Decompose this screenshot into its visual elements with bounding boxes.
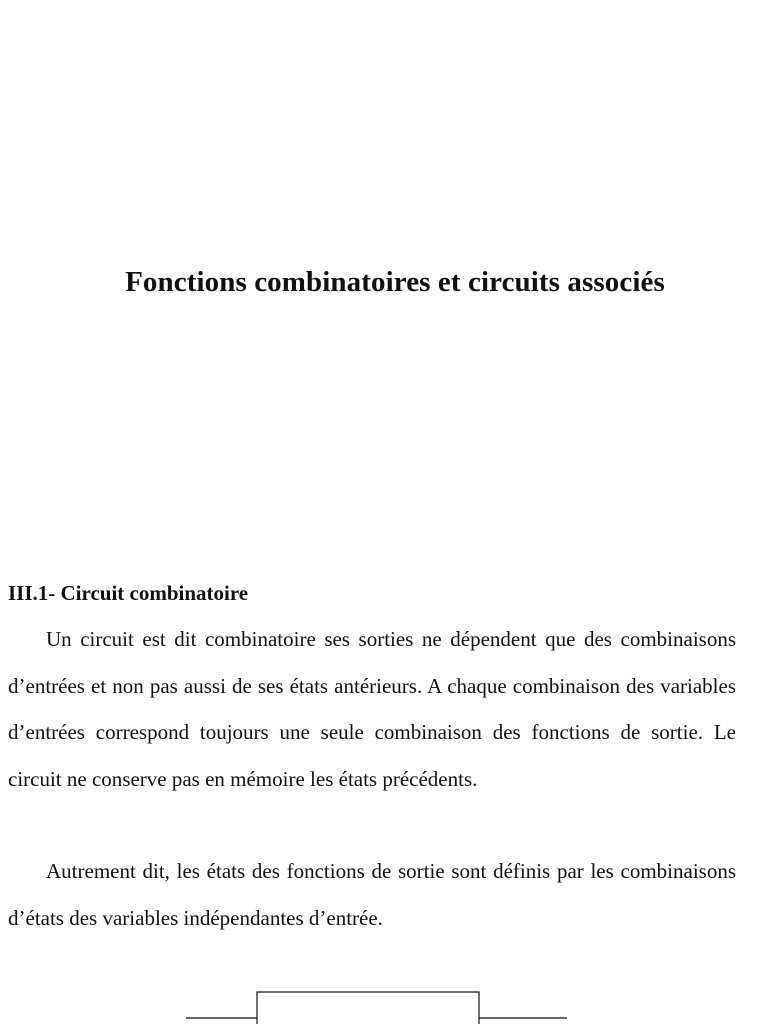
circuit-block <box>257 992 479 1024</box>
paragraph-restatement: Autrement dit, les états des fonctions de sortie sont définis par les combinaisons d’états des variables indépendantes d’entrée. <box>8 859 736 930</box>
section-heading: III.1- Circuit combinatoire <box>8 581 249 605</box>
chapter-title: Fonctions combinatoires et circuits associés <box>125 266 665 298</box>
paragraph-definition: Un circuit est dit combinatoire ses sorties ne dépendent que des combinaisons d’entrées et non pas aussi de ses états antérieurs. A chaque combinaison des variables d’entrées correspond toujours une seule combinaison des fonctions de sortie. Le circuit ne conserve pas en mémoire les états précédents. <box>8 627 736 791</box>
combinational-circuit-diagram <box>0 985 768 1024</box>
